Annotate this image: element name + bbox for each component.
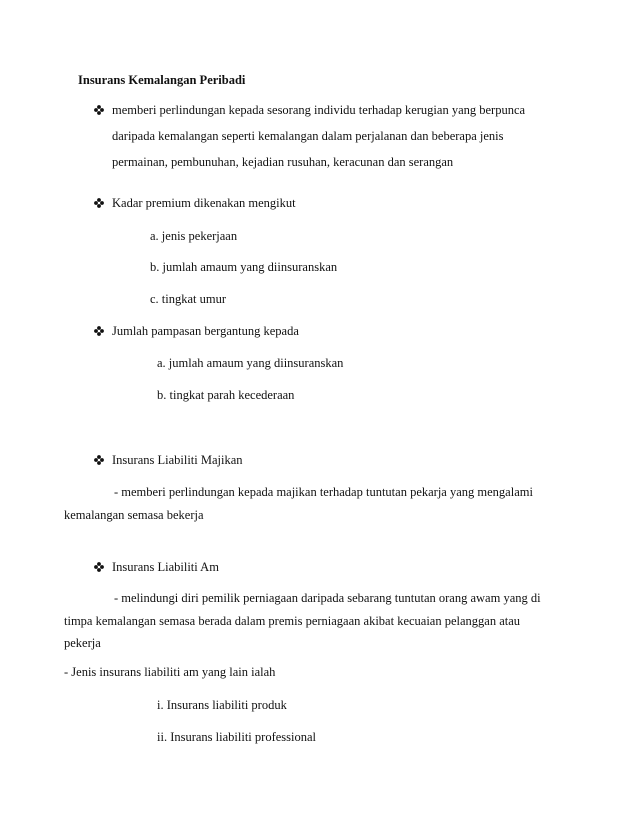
premium-item-a: a. jenis pekerjaan (150, 229, 238, 243)
am-type-ii: ii. Insurans liabiliti professional (157, 730, 317, 744)
bullet1-line3: permainan, pembunuhan, kejadian rusuhan, keracunan dan serangan (112, 155, 454, 169)
diamond-bullet-icon (94, 105, 104, 115)
bullet2-text: Kadar premium dikenakan mengikut (112, 196, 296, 210)
am-line3: pekerja (64, 636, 101, 650)
section-title-majikan: Insurans Liabiliti Majikan (112, 453, 243, 467)
am-line2: timpa kemalangan semasa berada dalam premis perniagaan akibat kecuaian pelanggan atau (64, 614, 521, 628)
majikan-line1: - memberi perlindungan kepada majikan terhadap tuntutan pekarja yang mengalami (114, 485, 533, 499)
premium-item-c: c. tingkat umur (150, 292, 227, 306)
premium-item-b: b. jumlah amaum yang diinsuranskan (150, 260, 338, 274)
am-type-i: i. Insurans liabiliti produk (157, 698, 287, 712)
diamond-bullet-icon (94, 326, 104, 336)
diamond-bullet-icon (94, 455, 104, 465)
pampasan-item-a: a. jumlah amaum yang diinsuranskan (157, 356, 344, 370)
bullet3-text: Jumlah pampasan bergantung kepada (112, 324, 299, 338)
section-title-kemalangan: Insurans Kemalangan Peribadi (78, 73, 246, 87)
section-title-am: Insurans Liabiliti Am (112, 560, 219, 574)
diamond-bullet-icon (94, 198, 104, 208)
pampasan-item-b: b. tingkat parah kecederaan (157, 388, 295, 402)
am-line1: - melindungi diri pemilik perniagaan daripada sebarang tuntutan orang awam yang di (114, 591, 541, 605)
majikan-line2: kemalangan semasa bekerja (64, 508, 204, 522)
diamond-bullet-icon (94, 562, 104, 572)
bullet1-line2: daripada kemalangan seperti kemalangan dalam perjalanan dan beberapa jenis (112, 129, 504, 143)
am-other-types-label: - Jenis insurans liabiliti am yang lain ialah (64, 665, 276, 679)
bullet1-line1: memberi perlindungan kepada sesorang individu terhadap kerugian yang berpunca (112, 103, 526, 117)
